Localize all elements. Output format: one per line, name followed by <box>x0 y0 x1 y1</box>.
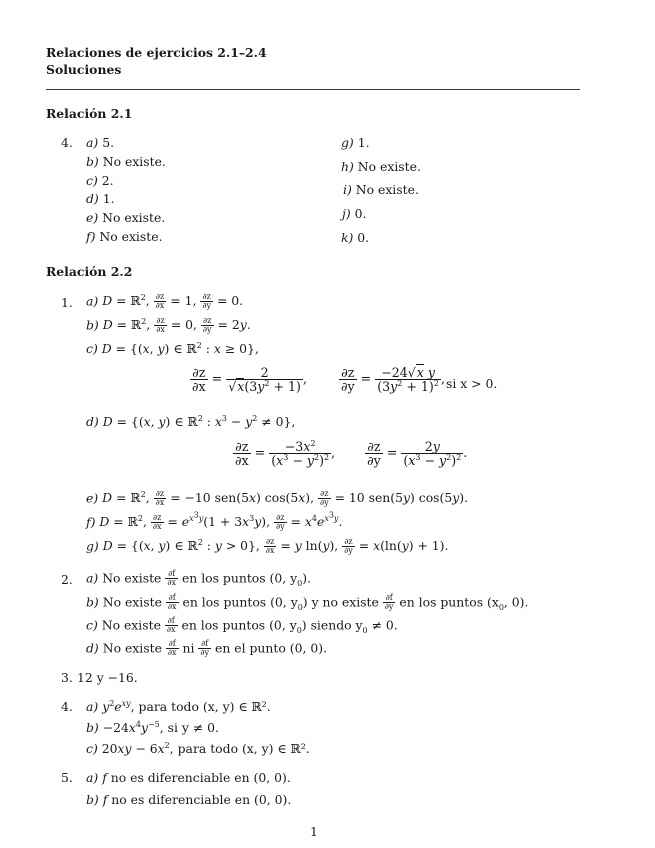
answer-text: 12 y −16. <box>77 670 138 685</box>
item-1f: f) D = ℝ$^2$, $\frac{\partial z}{\partial x}$ = $e^{x^3y}(1 + 3x^3y)$, $\frac{\partial z}{\partial y}$ = $x^4e^{x^3y}$. <box>86 510 343 532</box>
item-4b: $b) -24x^4y^{-5}$, si y ≠ 0. <box>86 719 219 735</box>
item-2d: d) No existe $\frac{\partial f}{\partial x}$ ni $\frac{\partial f}{\partial y}$ en el punto (0, 0). <box>86 639 328 658</box>
list-item: f) No existe. <box>86 229 163 244</box>
list-item: d) 1. <box>86 191 115 206</box>
item-1g: g) D = {(x, y) ∈ ℝ$^2$ : y > 0}, $\frac{\partial z}{\partial x}$ = y ln(y), $\frac{\partial z}{\partial y}$ = x(ln(y) + 1). <box>86 537 449 556</box>
display-formula-1d: $\frac{\partial z}{\partial x}$ = $\frac{-3x^2}{(x^3 - y^2)^2}$ , $\frac{\partial z}{\partial y}$ = $\frac{2y}{(x^3 - y^2)^2}$ . <box>235 438 468 469</box>
display-formula-1c: $\frac{\partial z}{\partial x}$ = $\frac{2}{√x(3y^2 + 1)}$ , $\frac{\partial z}{\partial y}$ = $\frac{\text{−24√x y}}{(3y^2 + 1)^2}$ , <box>192 365 445 395</box>
formula: D = {(x, y) ∈ ℝ$^2$ : x ≥ 0}, <box>101 340 259 356</box>
item-2a: a) No existe $\frac{\partial f}{\partial x}$ en los puntos (0, $y_0$). <box>86 569 312 588</box>
item-2c: c) No existe $\frac{\partial f}{\partial x}$ en los puntos (0, $y_0$) siendo $y_0 \ne 0$. <box>86 616 398 635</box>
formula: D = ℝ$^2$, $\frac{\partial z}{\partial x}$ = −10 sen(5x) cos(5x), $\frac{\partial z}{\partial y}$ = 10 sen(5y) cos(5y). <box>102 489 469 508</box>
list-item: h) No existe. <box>341 159 421 174</box>
item-1b: b) D = ℝ$^2$, $\frac{\partial z}{\partial x}$ = 0, $\frac{\partial z}{\partial y}$ = 2y. <box>86 316 251 335</box>
list-item: j) 0. <box>342 206 367 221</box>
section-heading-2-1: Relación 2.1 <box>46 106 133 121</box>
list-item: c) 2. <box>86 173 114 188</box>
item-1e: e) D = ℝ$^2$, $\frac{\partial z}{\partial x}$ = −10 sen(5x) cos(5x), $\frac{\partial z}{\partial y}$ = 10 sen(5y) cos(5y). <box>86 489 469 508</box>
document-title: Relaciones de ejercicios 2.1–2.4 <box>46 45 267 60</box>
item-4c: c) $20xy - 6x^2$, para todo (x, y) ∈ ℝ². <box>86 740 310 756</box>
exercise-number: 4. <box>61 135 73 150</box>
condition-text: si x > 0. <box>446 376 498 391</box>
list-item: g) 1. <box>341 135 370 150</box>
document-subtitle: Soluciones <box>46 62 122 77</box>
item-4a: a) $y^2e^{xy}$, para todo (x, y) ∈ ℝ². <box>86 698 271 714</box>
formula: D = {(x, y) ∈ ℝ$^2$ : $x^3 - y^2 \ne 0$}, <box>102 413 296 429</box>
item-1c: c) D = {(x, y) ∈ ℝ$^2$ : x ≥ 0}, <box>86 340 259 356</box>
list-item: k) 0. <box>341 230 370 245</box>
list-item: b) No existe. <box>86 154 166 169</box>
page-number: 1 <box>310 824 318 839</box>
list-item: i) No existe. <box>343 182 419 197</box>
formula: D = ℝ$^2$, $\frac{\partial z}{\partial x}$ = $e^{x^3y}(1 + 3x^3y)$, $\frac{\partial z}{\partial y}$ = $x^4e^{x^3y}$. <box>99 510 343 532</box>
exercise-number: 4. <box>61 699 73 714</box>
section-heading-2-2: Relación 2.2 <box>46 264 133 279</box>
item-2b: b) No existe $\frac{\partial f}{\partial x}$ en los puntos (0, $y_0$) y no existe $\frac{\partial f}{\partial y}$ en los puntos ($x_0$, 0). <box>86 593 529 612</box>
formula: D = ℝ$^2$, $\frac{\partial z}{\partial x}$ = 1, $\frac{\partial z}{\partial y}$ = 0. <box>102 292 244 311</box>
item-5b: b) f no es diferenciable en (0, 0). <box>86 792 292 807</box>
formula: D = {(x, y) ∈ ℝ$^2$ : y > 0}, $\frac{\partial z}{\partial x}$ = y ln(y), $\frac{\partial z}{\partial y}$ = x(ln(y) + 1). <box>102 537 449 556</box>
exercise-number: 1. <box>61 295 73 310</box>
item-1a: a) D = ℝ$^2$, $\frac{\partial z}{\partial x}$ = 1, $\frac{\partial z}{\partial y}$ = 0. <box>86 292 244 311</box>
exercise-number: 2. <box>61 572 73 587</box>
exercise-number: 5. <box>61 770 73 785</box>
list-item: e) No existe. <box>86 210 166 225</box>
item-1d: d) D = {(x, y) ∈ ℝ$^2$ : $x^3 - y^2 \ne 0$}, <box>86 413 296 429</box>
exercise-number: 3. <box>61 670 73 685</box>
list-item: a) 5. <box>86 135 115 150</box>
header-rule <box>46 89 580 90</box>
formula: D = ℝ$^2$, $\frac{\partial z}{\partial x}$ = 0, $\frac{\partial z}{\partial y}$ = 2y. <box>102 316 251 335</box>
item-5a: a) f no es diferenciable en (0, 0). <box>86 770 291 785</box>
